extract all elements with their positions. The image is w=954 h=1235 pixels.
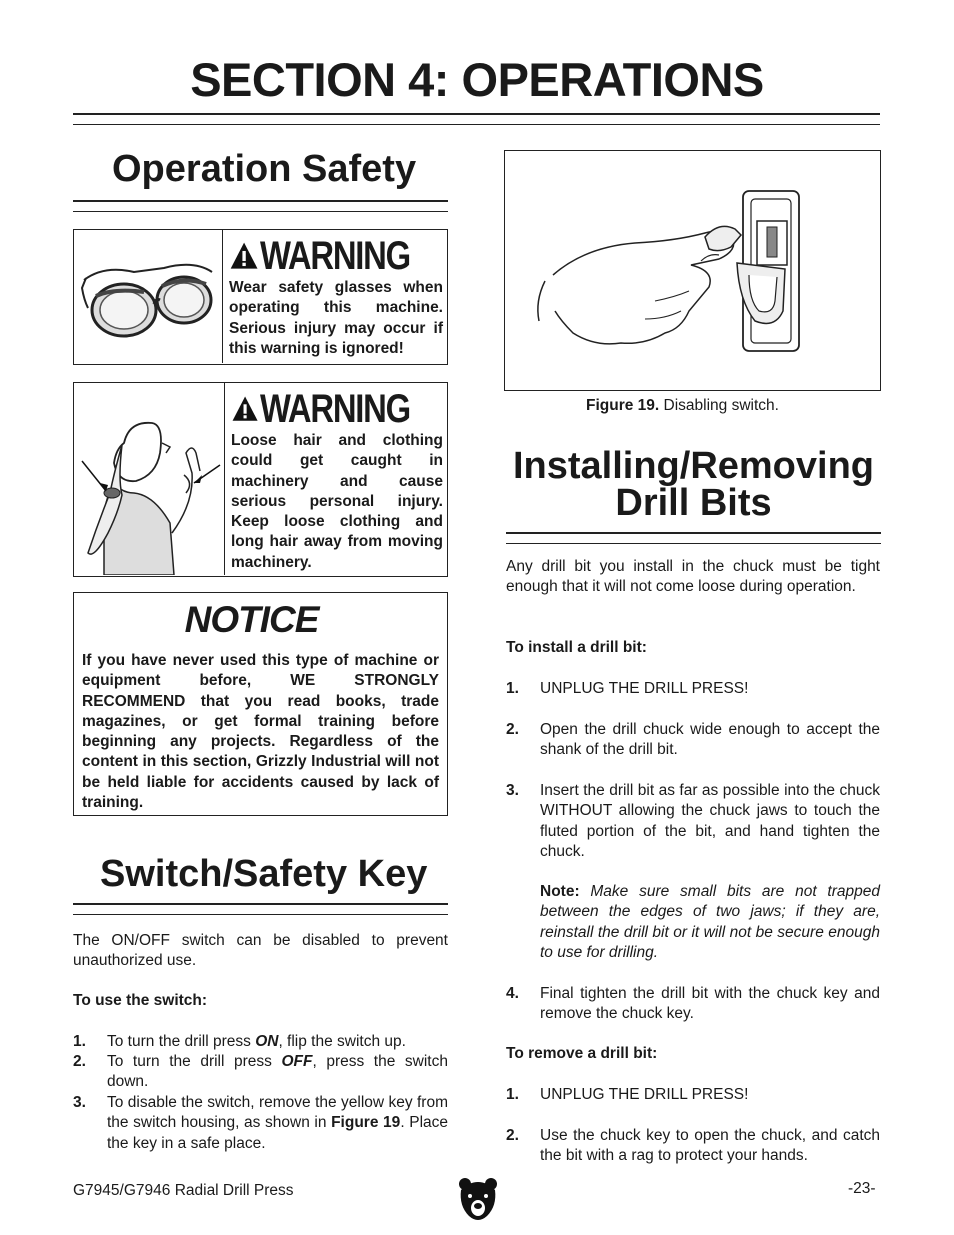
section-rule: [73, 914, 448, 915]
safety-glasses-image: [74, 230, 223, 363]
step-emphasis: OFF: [281, 1053, 313, 1070]
remove-step: [506, 1126, 880, 1167]
warning-triangle-icon: [229, 238, 259, 274]
warning-header: [229, 234, 443, 278]
step-number: 3.: [73, 1094, 86, 1111]
install-subhead: To install a drill bit:: [506, 639, 647, 656]
step-emphasis: ON: [255, 1033, 279, 1050]
warning-label: WARNING: [260, 234, 411, 278]
figure-caption: [586, 397, 779, 415]
install-step: [506, 679, 880, 699]
step-number: 1.: [506, 1086, 519, 1103]
install-step: [506, 781, 880, 862]
warning-box-glasses: [73, 229, 448, 365]
notice-text: If you have never used this type of machine or equipment before, WE STRONGLY RECOMMEND that you read books, trade magazines, or get formal training before beginning any projects. Regardless of the content in this section, Grizzly Industrial will not be held liable for accidents caused by lack of training.: [82, 652, 439, 812]
disabling-switch-illustration: [505, 151, 879, 389]
step-number: 2.: [506, 721, 519, 738]
step-text: Insert the drill bit as far as possible into the chuck WITHOUT allowing the chuck jaws to touch the fluted portion of the bit, and hand tighten the chuck.: [540, 782, 880, 860]
step-text: , press the switch down.: [107, 1053, 448, 1091]
loose-hair-image: [74, 383, 225, 575]
warning-label: WARNING: [260, 387, 411, 431]
section-rule: [73, 211, 448, 212]
warning-text: Wear safety glasses when operating this machine. Serious injury may occur if this warning is ignored!: [229, 279, 443, 357]
figure-label: Figure 19.: [586, 397, 660, 414]
step-number: 1.: [506, 680, 519, 697]
warning-text: Loose hair and clothing could get caught in machinery and cause serious personal injury. Keep loose clothing and long hair away from moving machinery.: [231, 432, 443, 571]
note-text: Make sure small bits are not trapped between the edges of two jaws; if they are, reinstall the drill bit or it will not be secure enough to use for drilling.: [540, 883, 880, 961]
installing-removing-heading: [506, 445, 881, 524]
step-text: To disable the switch, remove the yellow key from the switch housing, as shown in: [107, 1094, 448, 1132]
section-rule: [506, 532, 881, 534]
switch-step: [73, 1093, 448, 1154]
step-text: Final tighten the drill bit with the chuck key and remove the chuck key.: [540, 985, 880, 1023]
step-text: UNPLUG THE DRILL PRESS!: [540, 1086, 749, 1103]
figure-reference: Figure 19: [331, 1114, 401, 1132]
warning-box-hair: [73, 382, 448, 577]
remove-step: [506, 1085, 880, 1105]
switch-safety-key-heading: Switch/Safety Key: [100, 853, 428, 895]
step-number: 4.: [506, 985, 519, 1002]
switch-step: [73, 1032, 448, 1052]
title-rule-bottom: [73, 124, 880, 125]
footer-model: G7945/G7946 Radial Drill Press: [73, 1182, 294, 1199]
figure-19-frame: [504, 150, 881, 391]
step-text: Open the drill chuck wide enough to accept the shank of the drill bit.: [540, 721, 880, 759]
step-number: 1.: [73, 1033, 86, 1050]
install-step: [506, 720, 880, 761]
section-rule: [73, 903, 448, 905]
heading-line: Drill Bits: [615, 482, 772, 524]
switch-step: [73, 1052, 448, 1093]
notice-box: [73, 592, 448, 816]
switch-subhead: To use the switch:: [73, 992, 208, 1009]
grizzly-bear-logo: [457, 1176, 499, 1224]
step-number: 3.: [506, 782, 519, 799]
woman-with-tied-hair-icon: [74, 383, 224, 575]
operation-safety-heading: Operation Safety: [112, 148, 417, 190]
warning-header: [231, 387, 443, 431]
install-note: [540, 882, 880, 963]
remove-subhead: To remove a drill bit:: [506, 1045, 658, 1062]
figure-caption-text: Disabling switch.: [659, 397, 779, 414]
switch-intro: The ON/OFF switch can be disabled to prevent unauthorized use.: [73, 932, 448, 970]
step-text: . Place the key in a safe place.: [107, 1114, 448, 1152]
notice-label: NOTICE: [184, 599, 319, 640]
step-number: 2.: [73, 1053, 86, 1070]
section-rule: [73, 200, 448, 202]
step-number: 2.: [506, 1127, 519, 1144]
title-rule-top: [73, 113, 880, 115]
step-text: To turn the drill press: [107, 1053, 282, 1070]
warning-triangle-icon: [231, 391, 259, 427]
safety-glasses-icon: [74, 230, 222, 363]
install-step: [506, 984, 880, 1025]
note-label: Note:: [540, 883, 580, 900]
heading-line: Installing/Removing: [512, 445, 875, 487]
step-text: To turn the drill press: [107, 1033, 256, 1050]
bits-intro: Any drill bit you install in the chuck must be tight enough that it will not come loose during operation.: [506, 558, 880, 596]
step-text: UNPLUG THE DRILL PRESS!: [540, 680, 749, 697]
step-text: , flip the switch up.: [278, 1033, 406, 1050]
step-text: Use the chuck key to open the chuck, and catch the bit with a rag to protect your hands.: [540, 1127, 880, 1165]
page-title: SECTION 4: OPERATIONS: [190, 53, 764, 106]
section-rule: [506, 543, 881, 544]
bear-logo-icon: [457, 1176, 499, 1224]
footer-page-number: -23-: [848, 1180, 876, 1197]
